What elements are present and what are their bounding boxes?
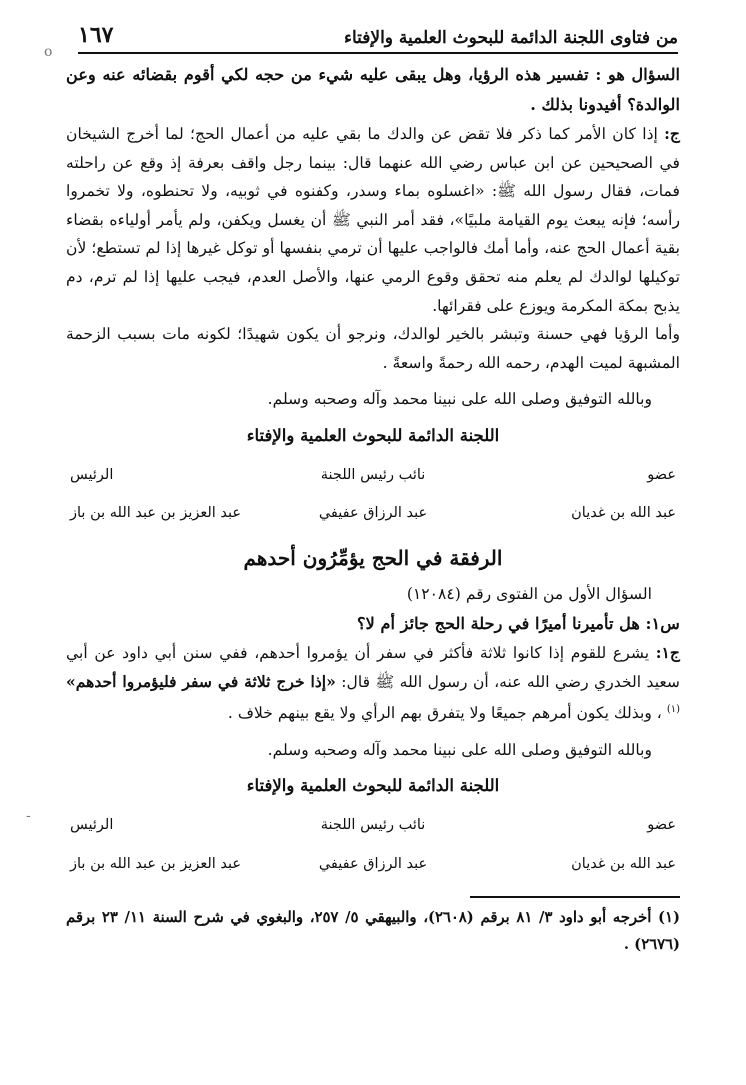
section-member-title: عضو [647, 817, 676, 834]
signatory-titles [66, 461, 680, 490]
dream-paragraph: وأما الرؤيا فهي حسنة وتبشر بالخير لوالدك، ونرجو أن يكون شهيدًا؛ لكونه مات بسبب الزحمة المشبهة لميت الهدم، رحمه الله رحمةً واسعةً . [66, 325, 680, 372]
section-signatory-titles [66, 811, 680, 840]
section-chair-title: الرئيس [70, 817, 114, 834]
section-answer-label: ج١: [655, 642, 680, 662]
page-body [66, 60, 680, 958]
section-question-label: س١: [645, 613, 680, 633]
section-question-text: هل تأميرنا أميرًا في رحلة الحج جائز أم لا؟ [357, 613, 640, 633]
section-member-name: عبد الله بن غديان [571, 855, 676, 872]
answer-label: ج: [664, 124, 680, 143]
margin-mark: - [26, 808, 31, 824]
section-deputy-name: عبد الرزاق عفيفي [318, 855, 428, 872]
section-deputy-title: نائب رئيس اللجنة [320, 817, 426, 834]
member-name: عبد الله بن غديان [571, 505, 676, 522]
question-text: تفسير هذه الرؤيا، وهل يبقى عليه شيء من حجه لكي أقوم بقضائه عنه وعن الوالدة؟ أفيدونا بذلك . [66, 65, 680, 114]
question-paragraph [66, 60, 680, 120]
page-number: ١٦٧ [78, 22, 114, 48]
footnote-marker: (١) [666, 704, 680, 716]
footnote: (١) أخرجه أبو داود ٣/ ٨١ برقم (٢٦٠٨)، والبيهقي ٥/ ٢٥٧، والبغوي في شرح السنة ١١/ ٢٣ برقم (٢٦٧٦) . [66, 908, 680, 953]
fatwa-reference: السؤال الأول من الفتوى رقم (١٢٠٨٤) [406, 585, 652, 604]
chair-title: الرئيس [70, 466, 114, 483]
hadith-quote: «إذا خرج ثلاثة في سفر فليؤمروا أحدهم» [66, 671, 336, 691]
section-title: الرفقة في الحج يؤمِّرُون أحدهم [243, 545, 503, 570]
section-answer-text-a: يشرع للقوم إذا كانوا ثلاثة فأكثر في سفر أن يؤمروا أحدهم، ففي سنن أبي داود عن أبي سعيد الخدري رضي الله عنه، أن رسول الله ﷺ قال: [66, 643, 680, 691]
page-header [78, 14, 678, 54]
running-title: من فتاوى اللجنة الدائمة للبحوث العلمية والإفتاء [343, 28, 678, 48]
section-committee-name: اللجنة الدائمة للبحوث العلمية والإفتاء [246, 776, 500, 796]
section-chair-name: عبد العزيز بن عبد الله بن باز [70, 855, 242, 872]
section-signatory-names [66, 850, 680, 879]
answer-paragraph [66, 120, 680, 320]
committee-name: اللجنة الدائمة للبحوث العلمية والإفتاء [246, 425, 500, 445]
question-label: السؤال هو : [595, 65, 680, 84]
deputy-name: عبد الرزاق عفيفي [318, 505, 428, 522]
section-answer-text-b: ، وبذلك يكون أمرهم جميعًا ولا يتفرق بهم الرأي ولا يقع بينهم خلاف . [227, 704, 662, 723]
closing-prayer: وبالله التوفيق وصلى الله على نبينا محمد وآله وصحبه وسلم. [267, 390, 652, 409]
footnote-divider [470, 896, 680, 898]
chair-name: عبد العزيز بن عبد الله بن باز [70, 505, 242, 522]
answer-text: إذا كان الأمر كما ذكر فلا تقض عن والدك ما بقي عليه من أعمال الحج؛ لما أخرج الشيخان في الصحيحين عن ابن عباس رضي الله عنهما قال: بينما رجل واقف بعرفة إذ وقع عن راحلته فمات، فقال رسول الله ﷺ: «اغسلوه بماء وسدر، وكفنوه في ثوبيه، ولا تحنطوه، ولا تخمروا رأسه؛ فإنه يبعث يوم القيامة ملبيًا»، فقد أمر النبي ﷺ أن يغسل ويكفن، ولم يأمر أولياءه بقضاء بقية أعمال الحج عنه، وأما أمك فالواجب عليها أن ترمي بنفسها أو توكل غيرها إذا لم تستطع؛ لأن توكيلها لوالدك لم يعلم منه تحقق وقوع الرمي عنها، والأصل العدم، فيجب عليها إذا لم ترم، دم يذبح بمكة المكرمة ويوزع على فقرائها. [66, 125, 680, 315]
signatory-names [66, 499, 680, 528]
section-closing-prayer: وبالله التوفيق وصلى الله على نبينا محمد وآله وصحبه وسلم. [267, 740, 652, 759]
deputy-title: نائب رئيس اللجنة [320, 466, 426, 483]
member-title: عضو [647, 466, 676, 483]
section-answer [66, 639, 680, 728]
section-question [66, 609, 680, 639]
margin-mark: o [44, 44, 53, 60]
